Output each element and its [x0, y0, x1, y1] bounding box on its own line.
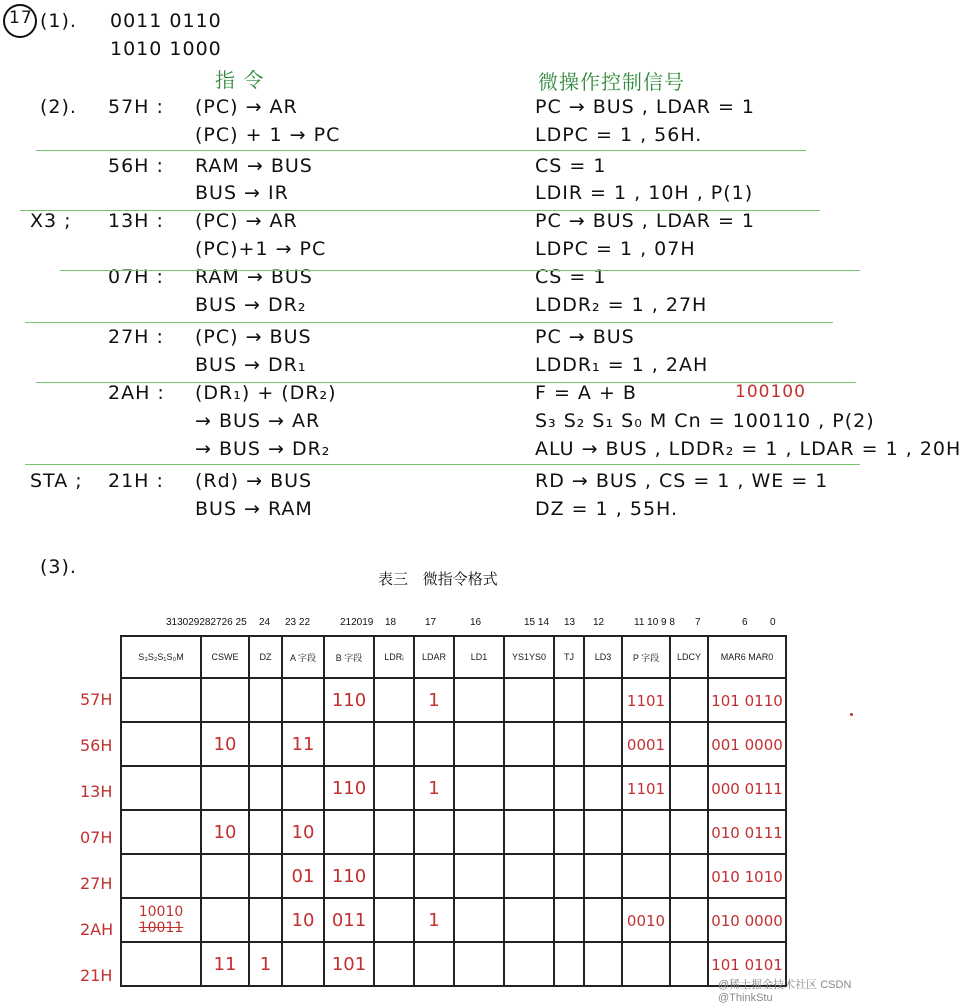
table-cell: [454, 942, 504, 986]
bit-label: 17: [425, 617, 437, 628]
cell-value: 1101: [626, 779, 666, 798]
control-signal: DZ = 1 , 55H.: [535, 498, 679, 520]
micro-address: 07H :: [108, 266, 164, 288]
table-cell: [554, 722, 584, 766]
microinstruction-table: [120, 635, 787, 987]
row-address-label: 27H: [80, 874, 113, 893]
table-cell: [324, 766, 374, 810]
table-cell: [454, 810, 504, 854]
table-cell: [708, 766, 786, 810]
control-signal: ALU → BUS , LDDR₂ = 1 , LDAR = 1 , 20H: [535, 438, 961, 460]
column-header: LDAR: [414, 636, 454, 678]
table-cell: [249, 678, 282, 722]
column-header: LD3: [584, 636, 622, 678]
table-cell: [201, 854, 249, 898]
table-cell: [554, 942, 584, 986]
table-row: [121, 854, 786, 898]
watermark: @稀土掘金技术社区 CSDN @ThinkStu: [718, 979, 852, 1004]
table-cell: [584, 898, 622, 942]
cell-value: 001 0000: [711, 735, 783, 754]
cell-value: 101 0101: [711, 955, 783, 974]
table-cell: [414, 766, 454, 810]
table-cell: [282, 854, 324, 898]
table-cell: [504, 898, 554, 942]
micro-operation: BUS → DR₂: [195, 294, 307, 316]
table-title: 表三 微指令格式: [378, 570, 498, 588]
column-header: YS1YS0: [504, 636, 554, 678]
micro-operation: (PC) + 1 → PC: [195, 124, 341, 146]
cell-value: 101: [331, 953, 367, 975]
table-cell: [374, 678, 414, 722]
bit-label: 16: [470, 617, 482, 628]
column-header: P 字段: [622, 636, 670, 678]
bit-label: 212019: [340, 617, 374, 628]
ink-dot: [850, 713, 853, 716]
table-cell: [708, 678, 786, 722]
bit-label: 313029282726 25: [166, 617, 247, 628]
bit-label: 6: [742, 617, 748, 628]
table-cell: [454, 766, 504, 810]
control-signal: CS = 1: [535, 155, 607, 177]
column-header: LDCY: [670, 636, 708, 678]
table-cell: [121, 766, 201, 810]
micro-operation: BUS → IR: [195, 182, 289, 204]
column-header: LD1: [454, 636, 504, 678]
cell-value: 000 0111: [711, 779, 783, 798]
table-cell: [454, 678, 504, 722]
table-cell: [504, 942, 554, 986]
table-cell: [670, 722, 708, 766]
control-signal: CS = 1: [535, 266, 607, 288]
table-row: [121, 678, 786, 722]
bit-label: 11 10 9 8: [634, 617, 675, 628]
column-header: TJ: [554, 636, 584, 678]
row-address-label: 57H: [80, 690, 113, 709]
table-cell: [121, 810, 201, 854]
cell-value: 110: [331, 865, 367, 887]
line-prefix: STA ;: [30, 470, 83, 492]
table-cell: [282, 942, 324, 986]
part2-label: (2).: [40, 96, 77, 118]
micro-operation: (Rd) → BUS: [195, 470, 313, 492]
micro-operation: RAM → BUS: [195, 155, 313, 177]
micro-address: 57H :: [108, 96, 164, 118]
micro-address: 56H :: [108, 155, 164, 177]
table-cell: [622, 898, 670, 942]
cell-value: 10010: [138, 904, 184, 920]
table-cell: [282, 766, 324, 810]
table-cell: [201, 942, 249, 986]
micro-address: 27H :: [108, 326, 164, 348]
cell-value: 011: [331, 909, 367, 931]
table-cell: [249, 766, 282, 810]
table-cell: [374, 854, 414, 898]
row-address-label: 2AH: [80, 920, 114, 939]
column-header: LDRᵢ: [374, 636, 414, 678]
table-row: [121, 942, 786, 986]
table-cell: [121, 942, 201, 986]
control-signal: LDIR = 1 , 10H , P(1): [535, 182, 754, 204]
table-cell: [670, 810, 708, 854]
bit-label: 0: [770, 617, 776, 628]
table-cell: [414, 898, 454, 942]
table-cell: [324, 854, 374, 898]
instruction-header: 指 令: [215, 68, 265, 92]
separator-line: [36, 382, 856, 383]
control-signal: PC → BUS: [535, 326, 635, 348]
table-cell: [670, 898, 708, 942]
table-cell: [670, 766, 708, 810]
control-signal: LDPC = 1 , 56H.: [535, 124, 703, 146]
separator-line: [20, 210, 820, 211]
table-cell: [324, 942, 374, 986]
problem-number: 17: [9, 8, 33, 28]
cell-value: 10: [291, 909, 315, 931]
table-cell: [324, 898, 374, 942]
micro-operation: RAM → BUS: [195, 266, 313, 288]
table-cell: [121, 898, 201, 942]
separator-line: [25, 322, 833, 323]
correction-note: 100100: [735, 382, 806, 402]
cell-value: 110: [331, 777, 367, 799]
table-cell: [584, 766, 622, 810]
table-cell: [504, 678, 554, 722]
micro-operation: (DR₁) + (DR₂): [195, 382, 337, 404]
separator-line: [60, 270, 860, 271]
cell-value: 10: [213, 733, 237, 755]
control-signal: RD → BUS , CS = 1 , WE = 1: [535, 470, 829, 492]
micro-operation: → BUS → AR: [195, 410, 321, 432]
row-address-label: 21H: [80, 966, 113, 985]
table-cell: [504, 722, 554, 766]
bit-label: 18: [385, 617, 397, 628]
table-cell: [504, 810, 554, 854]
table-cell: [554, 854, 584, 898]
table-cell: [454, 722, 504, 766]
cell-value: 1: [428, 909, 440, 931]
table-cell: [201, 678, 249, 722]
table-row: [121, 898, 786, 942]
table-cell: [670, 854, 708, 898]
micro-address: 21H :: [108, 470, 164, 492]
part1-line2: 1010 1000: [110, 38, 222, 60]
table-row: [121, 722, 786, 766]
part1-line1: 0011 0110: [110, 10, 222, 32]
column-header: S₃S₂S₁S₀M: [121, 636, 201, 678]
control-signal: PC → BUS , LDAR = 1: [535, 210, 756, 232]
table-cell: [454, 898, 504, 942]
table-cell: [504, 854, 554, 898]
table-cell: [554, 678, 584, 722]
table-cell: [554, 766, 584, 810]
micro-operation: BUS → DR₁: [195, 354, 307, 376]
table-cell: [584, 678, 622, 722]
column-header: B 字段: [324, 636, 374, 678]
table-cell: [670, 678, 708, 722]
table-cell: [324, 810, 374, 854]
table-cell: [201, 722, 249, 766]
table-cell: [622, 722, 670, 766]
table-cell: [622, 810, 670, 854]
table-row: [121, 766, 786, 810]
table-cell: [324, 678, 374, 722]
table-cell: [374, 942, 414, 986]
table-row: [121, 810, 786, 854]
cell-value: 010 0111: [711, 823, 783, 842]
table-cell: [374, 766, 414, 810]
table-cell: [201, 766, 249, 810]
column-header: A 字段: [282, 636, 324, 678]
table-cell: [374, 810, 414, 854]
table-cell: [554, 898, 584, 942]
table-cell: [414, 722, 454, 766]
table-cell: [282, 810, 324, 854]
micro-operation: (PC) → BUS: [195, 326, 312, 348]
table-cell: [282, 722, 324, 766]
table-cell: [201, 898, 249, 942]
table-cell: [504, 766, 554, 810]
table-cell: [249, 942, 282, 986]
micro-operation: BUS → RAM: [195, 498, 313, 520]
table-cell: [622, 766, 670, 810]
cell-value: 1: [259, 953, 272, 975]
table-cell: [121, 678, 201, 722]
table-cell: [584, 854, 622, 898]
cell-value: 0010: [626, 911, 666, 930]
table-cell: [708, 810, 786, 854]
table-cell: [414, 942, 454, 986]
table-cell: [622, 942, 670, 986]
micro-operation: → BUS → DR₂: [195, 438, 331, 460]
table-cell: [249, 810, 282, 854]
control-signal: S₃ S₂ S₁ S₀ M Cn = 100110 , P(2): [535, 410, 875, 432]
table-cell: [554, 810, 584, 854]
table-cell: [708, 722, 786, 766]
table-cell: [414, 810, 454, 854]
table-cell: [121, 854, 201, 898]
cell-value: 110: [331, 689, 367, 711]
control-signal: LDDR₂ = 1 , 27H: [535, 294, 708, 316]
micro-operation: (PC)+1 → PC: [195, 238, 327, 260]
row-address-label: 13H: [80, 782, 113, 801]
cell-value: 01: [291, 865, 315, 887]
struck-value: 10011: [138, 920, 184, 936]
table-cell: [584, 722, 622, 766]
table-cell: [414, 678, 454, 722]
table-cell: [622, 678, 670, 722]
cell-value: 0001: [626, 735, 666, 754]
control-signal: F = A + B: [535, 382, 637, 404]
table-cell: [324, 722, 374, 766]
line-prefix: X3 ;: [30, 210, 72, 232]
bit-label: 15 14: [524, 617, 550, 628]
cell-value: 11: [213, 953, 237, 975]
table-cell: [708, 898, 786, 942]
part3-label: (3).: [40, 556, 77, 578]
micro-address: 2AH :: [108, 382, 165, 404]
table-cell: [282, 678, 324, 722]
column-header: MAR6 MAR0: [708, 636, 786, 678]
table-cell: [249, 898, 282, 942]
cell-value: 1: [428, 689, 440, 711]
table-cell: [249, 854, 282, 898]
part1-label: (1).: [40, 10, 77, 32]
table-cell: [622, 854, 670, 898]
bit-label: 13: [564, 617, 576, 628]
separator-line: [36, 150, 806, 151]
table-cell: [121, 722, 201, 766]
cell-value: 010 0000: [711, 911, 783, 930]
table-cell: [374, 898, 414, 942]
cell-value: 101 0110: [711, 691, 783, 710]
table-cell: [414, 854, 454, 898]
bit-label: 12: [593, 617, 605, 628]
column-header: CSWE: [201, 636, 249, 678]
bit-label: 23 22: [285, 617, 311, 628]
control-signal: LDDR₁ = 1 , 2AH: [535, 354, 709, 376]
separator-line: [25, 464, 860, 465]
row-address-label: 56H: [80, 736, 113, 755]
cell-value: 10: [291, 821, 315, 843]
table-cell: [374, 722, 414, 766]
cell-value: 1101: [626, 691, 666, 710]
table-cell: [454, 854, 504, 898]
cell-value: 11: [291, 733, 315, 755]
signal-header: 微操作控制信号: [538, 70, 685, 94]
table-cell: [584, 810, 622, 854]
table-cell: [584, 942, 622, 986]
table-cell: [670, 942, 708, 986]
table-cell: [201, 810, 249, 854]
table-cell: [708, 854, 786, 898]
micro-address: 13H :: [108, 210, 164, 232]
micro-operation: (PC) → AR: [195, 210, 298, 232]
micro-operation: (PC) → AR: [195, 96, 298, 118]
table-cell: [282, 898, 324, 942]
control-signal: LDPC = 1 , 07H: [535, 238, 696, 260]
column-header: DZ: [249, 636, 282, 678]
table-cell: [249, 722, 282, 766]
bit-label: 7: [695, 617, 701, 628]
row-address-label: 07H: [80, 828, 113, 847]
cell-value: 10: [213, 821, 237, 843]
bit-label: 24: [259, 617, 271, 628]
cell-value: 010 1010: [711, 867, 783, 886]
control-signal: PC → BUS , LDAR = 1: [535, 96, 756, 118]
cell-value: 1: [428, 777, 440, 799]
